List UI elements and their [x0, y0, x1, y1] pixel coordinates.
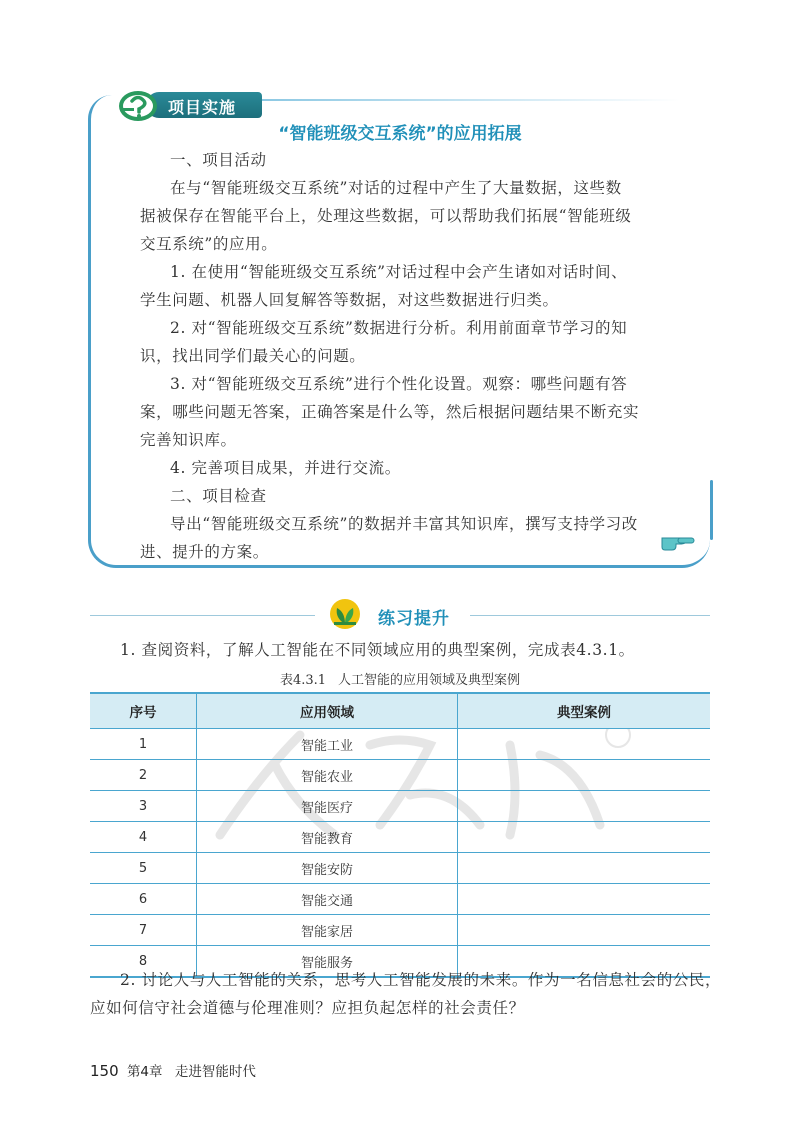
row-field: 智能安防: [197, 853, 458, 884]
question-1: 1. 查阅资料，了解人工智能在不同领域应用的典型案例，完成表4.3.1。: [120, 641, 635, 659]
item2-line-2: 识，找出同学们最关心的问题。: [140, 347, 366, 365]
item1-line-2: 学生问题、机器人回复解答等数据，对这些数据进行归类。: [140, 291, 559, 309]
table-number: 表4.3.1: [279, 673, 327, 688]
applications-table: [90, 692, 710, 978]
row-case-cell[interactable]: [458, 791, 711, 822]
header-number: 序号: [90, 693, 197, 729]
table-row: [90, 915, 710, 946]
row-field: 智能农业: [197, 760, 458, 791]
table-row: [90, 760, 710, 791]
project-badge-label: 项目实施: [168, 98, 237, 117]
leaf-emblem-icon: [328, 598, 362, 630]
row-field: 智能家居: [197, 915, 458, 946]
question-mark-icon: [118, 88, 162, 122]
item4-line: 4. 完善项目成果，并进行交流。: [170, 459, 401, 477]
row-case-cell[interactable]: [458, 822, 711, 853]
row-number: 1: [90, 729, 197, 760]
row-case-cell[interactable]: [458, 760, 711, 791]
row-field: 智能交通: [197, 884, 458, 915]
row-number: 2: [90, 760, 197, 791]
row-case-cell[interactable]: [458, 915, 711, 946]
section-heading-check: 二、项目检查: [170, 487, 267, 505]
section-heading-activity: 一、项目活动: [170, 151, 267, 169]
question-2-line-1: 2. 讨论人与人工智能的关系，思考人工智能发展的未来。作为一名信息社会的公民，: [120, 971, 722, 989]
table-row: [90, 884, 710, 915]
item3-line-3: 完善知识库。: [140, 431, 237, 449]
row-field: 智能服务: [197, 946, 458, 978]
project-title: “智能班级交互系统”的应用拓展: [278, 124, 522, 144]
table-row: [90, 729, 710, 760]
row-field: 智能教育: [197, 822, 458, 853]
section-divider-left: [90, 615, 315, 616]
table-row: [90, 791, 710, 822]
row-field: 智能工业: [197, 729, 458, 760]
intro-line-1: 在与“智能班级交互系统”对话的过程中产生了大量数据，这些数: [170, 179, 622, 197]
check-line-1: 导出“智能班级交互系统”的数据并丰富其知识库，撰写支持学习改: [170, 515, 638, 533]
table-caption: [0, 669, 800, 688]
chapter-title: 走进智能时代: [174, 1064, 256, 1080]
intro-line-2: 据被保存在智能平台上，处理这些数据，可以帮助我们拓展“智能班级: [140, 207, 632, 225]
page-number: 150: [90, 1062, 119, 1080]
page-footer: [90, 1060, 256, 1080]
item3-line-1: 3. 对“智能班级交互系统”进行个性化设置。观察：哪些问题有答: [170, 375, 628, 393]
table-row: [90, 853, 710, 884]
row-case-cell[interactable]: [458, 729, 711, 760]
row-number: 5: [90, 853, 197, 884]
check-line-2: 进、提升的方案。: [140, 543, 269, 561]
header-cases: 典型案例: [458, 693, 711, 729]
table-row: [90, 822, 710, 853]
row-case-cell[interactable]: [458, 884, 711, 915]
project-tab: [146, 92, 262, 118]
item2-line-1: 2. 对“智能班级交互系统”数据进行分析。利用前面章节学习的知: [170, 319, 628, 337]
header-field: 应用领域: [197, 693, 458, 729]
pointing-hand-icon: [660, 530, 696, 552]
practice-section-title: 练习提升: [378, 609, 450, 629]
section-divider-right: [470, 615, 710, 616]
row-number: 3: [90, 791, 197, 822]
item1-line-1: 1. 在使用“智能班级交互系统”对话过程中会产生诸如对话时间、: [170, 263, 628, 281]
project-badge: [118, 88, 264, 122]
intro-line-3: 交互系统”的应用。: [140, 235, 278, 253]
table-header-row: [90, 693, 710, 729]
row-field: 智能医疗: [197, 791, 458, 822]
question-2-line-2: 应如何信守社会道德与伦理准则？应担负起怎样的社会责任？: [90, 999, 525, 1017]
row-case-cell[interactable]: [458, 853, 711, 884]
table-caption-text: 人工智能的应用领域及典型案例: [338, 673, 521, 688]
row-number: 8: [90, 946, 197, 978]
row-number: 6: [90, 884, 197, 915]
chapter-label: 第4章: [126, 1064, 163, 1080]
item3-line-2: 案，哪些问题无答案，正确答案是什么等，然后根据问题结果不断充实: [140, 403, 640, 421]
row-number: 7: [90, 915, 197, 946]
row-number: 4: [90, 822, 197, 853]
